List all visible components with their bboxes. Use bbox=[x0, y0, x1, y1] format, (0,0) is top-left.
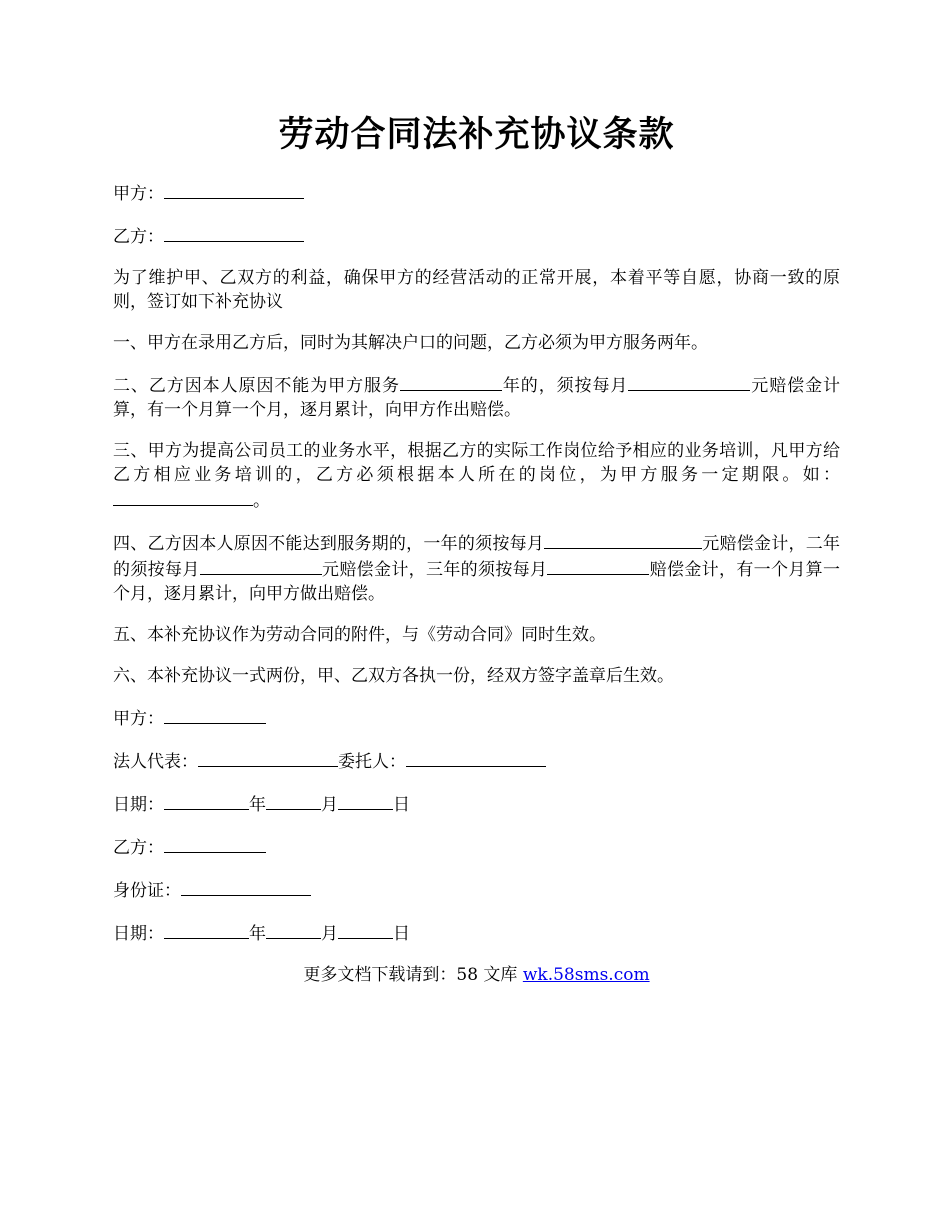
date-b-year-label: 年 bbox=[249, 924, 266, 944]
clause-4-year3-blank bbox=[547, 556, 649, 575]
date-a-year-blank bbox=[164, 791, 249, 810]
clause-4-text-2: 元赔偿金计，二年的须按每月 bbox=[113, 534, 841, 580]
legal-rep-blank bbox=[198, 748, 338, 767]
party-a-label: 甲方： bbox=[113, 184, 164, 204]
clause-4-text-3: 元赔偿金计，三年的须按每月 bbox=[321, 560, 548, 580]
date-a-day-label: 日 bbox=[393, 795, 410, 815]
date-a-day-blank bbox=[338, 791, 393, 810]
date-a-line bbox=[113, 791, 840, 817]
footer bbox=[113, 963, 840, 987]
clause-3 bbox=[113, 439, 840, 513]
id-blank bbox=[181, 877, 311, 896]
clause-2-text-3: 元赔偿金计算，有一个月算一个月，逐月累计，向甲方作出赔偿。 bbox=[113, 376, 841, 420]
date-b-label: 日期： bbox=[113, 924, 164, 944]
clause-2-amount-blank bbox=[628, 372, 750, 391]
clause-2-years-blank bbox=[400, 372, 502, 391]
date-b-month-blank bbox=[266, 920, 321, 939]
clause-1: 一、甲方在录用乙方后，同时为其解决户口的问题，乙方必须为甲方服务两年。 bbox=[113, 333, 708, 353]
date-a-year-label: 年 bbox=[249, 795, 266, 815]
id-line bbox=[113, 877, 840, 903]
date-a-month-blank bbox=[266, 791, 321, 810]
party-b-label: 乙方： bbox=[113, 227, 164, 247]
date-b-line bbox=[113, 920, 840, 946]
date-a-label: 日期： bbox=[113, 795, 164, 815]
clause-5: 五、本补充协议作为劳动合同的附件，与《劳动合同》同时生效。 bbox=[113, 625, 606, 645]
document-title: 劳动合同法补充协议条款 bbox=[278, 114, 675, 155]
sign-party-b-label: 乙方： bbox=[113, 838, 164, 858]
legal-rep-line bbox=[113, 748, 840, 774]
date-b-day-blank bbox=[338, 920, 393, 939]
clause-2 bbox=[113, 372, 840, 422]
agent-label: 委托人： bbox=[338, 752, 406, 772]
date-b-year-blank bbox=[164, 920, 249, 939]
sign-party-a-label: 甲方： bbox=[113, 709, 164, 729]
agent-blank bbox=[406, 748, 546, 767]
sign-party-a-line bbox=[113, 705, 840, 731]
sign-party-b-line bbox=[113, 834, 840, 860]
date-b-day-label: 日 bbox=[393, 924, 410, 944]
clause-4-year1-blank bbox=[544, 530, 702, 549]
party-a-blank bbox=[164, 180, 304, 199]
clause-6: 六、本补充协议一式两份，甲、乙双方各执一份，经双方签字盖章后生效。 bbox=[113, 666, 674, 686]
clause-4-text-1: 四、乙方因本人原因不能达到服务期的，一年的须按每月 bbox=[113, 534, 545, 554]
clause-2-text-2: 年的，须按每月 bbox=[501, 376, 629, 396]
date-a-month-label: 月 bbox=[321, 795, 338, 815]
sign-party-a-blank bbox=[164, 705, 266, 724]
legal-rep-label: 法人代表： bbox=[113, 752, 198, 772]
clause-3-text: 三、甲方为提高公司员工的业务水平，根据乙方的实际工作岗位给予相应的业务培训，凡甲方给乙方相应业务培训的，乙方必须根据本人所在的岗位，为甲方服务一定期限。如： bbox=[113, 441, 840, 485]
clause-4 bbox=[113, 530, 840, 606]
party-a-line bbox=[113, 180, 840, 206]
id-label: 身份证： bbox=[113, 881, 181, 901]
intro-paragraph: 为了维护甲、乙双方的利益，确保甲方的经营活动的正常开展，本着平等自愿，协商一致的原则，签订如下补充协议 bbox=[113, 268, 840, 312]
clause-3-blank bbox=[113, 487, 253, 506]
party-b-blank bbox=[164, 223, 304, 242]
footer-link[interactable]: wk.58sms.com bbox=[522, 965, 650, 985]
document-page bbox=[113, 110, 840, 987]
date-b-month-label: 月 bbox=[321, 924, 338, 944]
clause-4-year2-blank bbox=[200, 556, 322, 575]
clause-3-end: 。 bbox=[253, 491, 270, 511]
party-b-line bbox=[113, 223, 840, 249]
clause-2-text-1: 二、乙方因本人原因不能为甲方服务 bbox=[113, 376, 400, 396]
sign-party-b-blank bbox=[164, 834, 266, 853]
footer-text: 更多文档下载请到：58 文库 bbox=[303, 965, 523, 985]
clause-4-text-4: 赔偿金计，有一个月算一个月，逐月累计，向甲方做出赔偿。 bbox=[113, 560, 841, 604]
